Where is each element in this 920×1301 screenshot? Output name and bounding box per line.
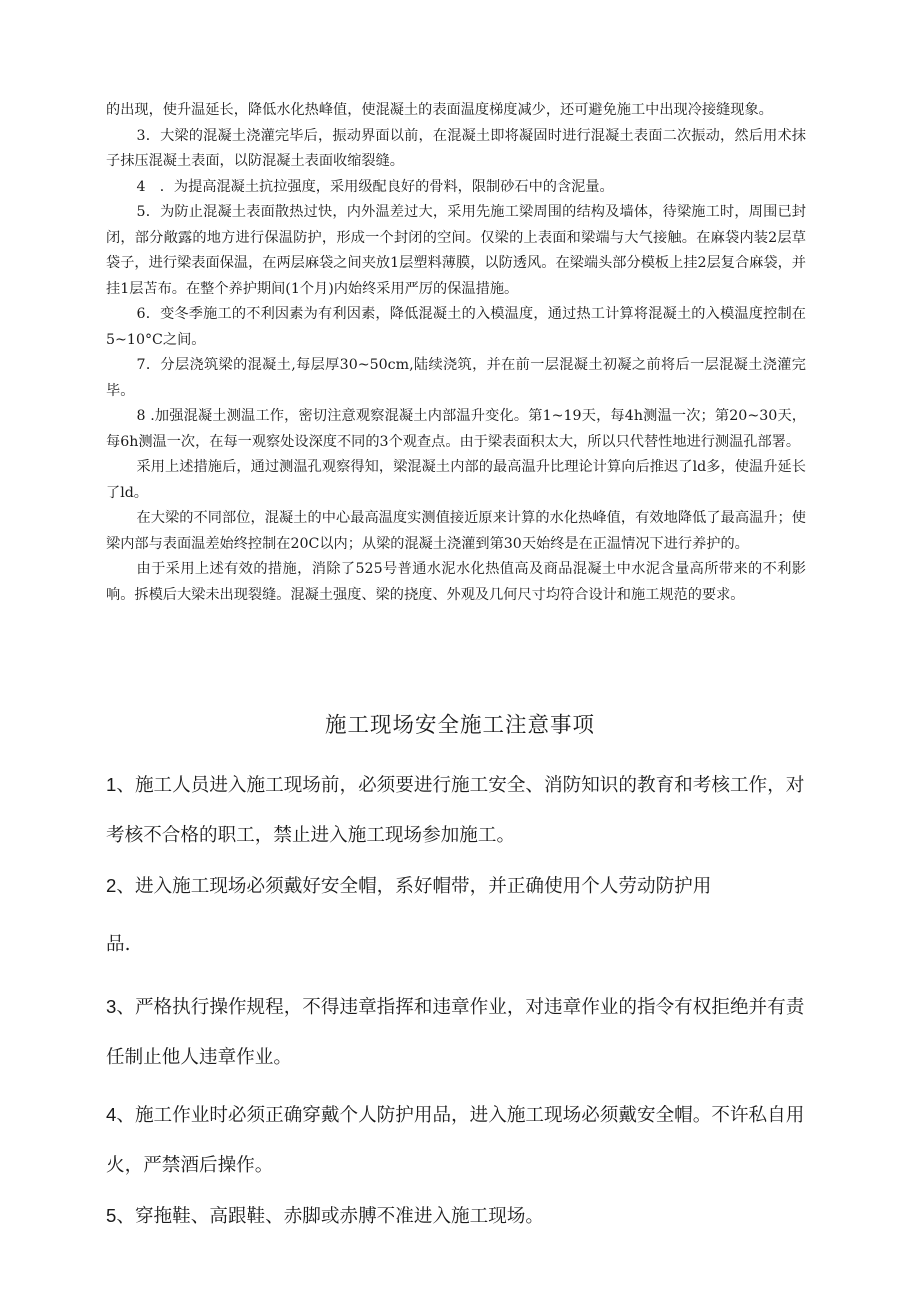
safety-item-text: 、严格执行操作规程，不得违章指挥和违章作业，对违章作业的指令有权拒绝并有责任制止他人违章作业。 <box>106 997 805 1068</box>
safety-item-number: 3 <box>106 996 117 1017</box>
construction-notes-body <box>106 98 806 608</box>
safety-list <box>106 760 812 1242</box>
safety-item-number: 5 <box>106 1205 117 1226</box>
paragraph-item-6: 6．变冬季施工的不利因素为有利因素，降低混凝土的入模温度，通过热工计算将混凝土的入模温度控制在5~10°C之间。 <box>106 306 806 348</box>
safety-item-text: 、穿拖鞋、高跟鞋、赤脚或赤膊不准进入施工现场。 <box>116 1206 545 1227</box>
safety-item-2 <box>106 861 812 912</box>
safety-item-2-tail: 品. <box>106 934 131 955</box>
safety-item-text: 、施工人员进入施工现场前，必须要进行施工安全、消防知识的教育和考核工作，对考核不合格的职工，禁止进入施工现场参加施工。 <box>106 775 805 846</box>
safety-item-text: 、施工作业时必须正确穿戴个人防护用品，进入施工现场必须戴安全帽。不许私自用火，严禁酒后操作。 <box>106 1105 805 1176</box>
safety-item-3 <box>106 982 812 1083</box>
safety-item-1 <box>106 760 812 861</box>
safety-item-number: 4 <box>106 1104 117 1125</box>
paragraph-result-2: 在大梁的不同部位，混凝土的中心最高温度实测值接近原来计算的水化热峰值，有效地降低了最高温升；使梁内部与表面温差始终控制在20C以内；从梁的混凝土浇灌到第30天始终是在正温情况下进行养护的。 <box>106 510 806 552</box>
paragraph-item-3: 3．大梁的混凝土浇灌完毕后，振动界面以前，在混凝土即将凝固时进行混凝土表面二次振动，然后用术抹子抹压混凝土表面，以防混凝土表面收缩裂缝。 <box>106 127 806 169</box>
paragraph-item-8: 8 .加强混凝土测温工作，密切注意观察混凝土内部温升变化。第1~19天，每4h测温一次；第20~30天，每6h测温一次，在每一观察处设深度不同的3个观查点。由于梁表面积太大，所以只代替性地进行测温孔部署。 <box>106 408 806 450</box>
safety-item-number: 2 <box>106 875 117 896</box>
safety-item-number: 1 <box>106 774 117 795</box>
paragraph-conclusion: 由于采用上述有效的措施，消除了525号普通水泥水化热值高及商品混凝土中水泥含量高所带来的不利影响。拆模后大梁未出现裂缝。混凝土强度、梁的挠度、外观及几何尺寸均符合设计和施工规范的要求。 <box>106 561 806 603</box>
safety-item-text: 、进入施工现场必须戴好安全帽，系好帽带，并正确使用个人劳动防护用 <box>116 876 712 897</box>
paragraph-item-4: 4 ．为提高混凝土抗拉强度，采用级配良好的骨料，限制砂石中的含泥量。 <box>136 178 614 195</box>
safety-item-4 <box>106 1090 812 1191</box>
safety-item-5 <box>106 1191 812 1242</box>
paragraph-result-1: 采用上述措施后，通过测温孔观察得知，梁混凝土内部的最高温升比理论计算向后推迟了ld多，使温升延长了ld。 <box>106 459 806 501</box>
paragraph-item-5: 5．为防止混凝土表面散热过快，内外温差过大，采用先施工梁周围的结构及墙体，待梁施工时，周围已封闭，部分敞露的地方进行保温防护，形成一个封闭的空间。仅梁的上表面和梁端与大气接触。在麻袋内装2层草袋子，进行梁表面保温，在两层麻袋之间夹放1层塑料薄膜，以防透风。在梁端头部分模板上挂2层复合麻袋，并挂1层苫布。在整个养护期间(1个月)内始终采用严厉的保温措施。 <box>106 204 806 297</box>
paragraph-continuation: 的出现，使升温延长，降低水化热峰值，使混凝土的表面温度梯度减少，还可避免施工中出现冷接缝现象。 <box>106 102 773 118</box>
section-title: 施工现场安全施工注意事项 <box>324 713 595 738</box>
paragraph-item-7: 7．分层浇筑梁的混凝土,每层厚30~50cm,陆续浇筑，并在前一层混凝土初凝之前将后一层混凝土浇灌完毕。 <box>106 357 806 399</box>
